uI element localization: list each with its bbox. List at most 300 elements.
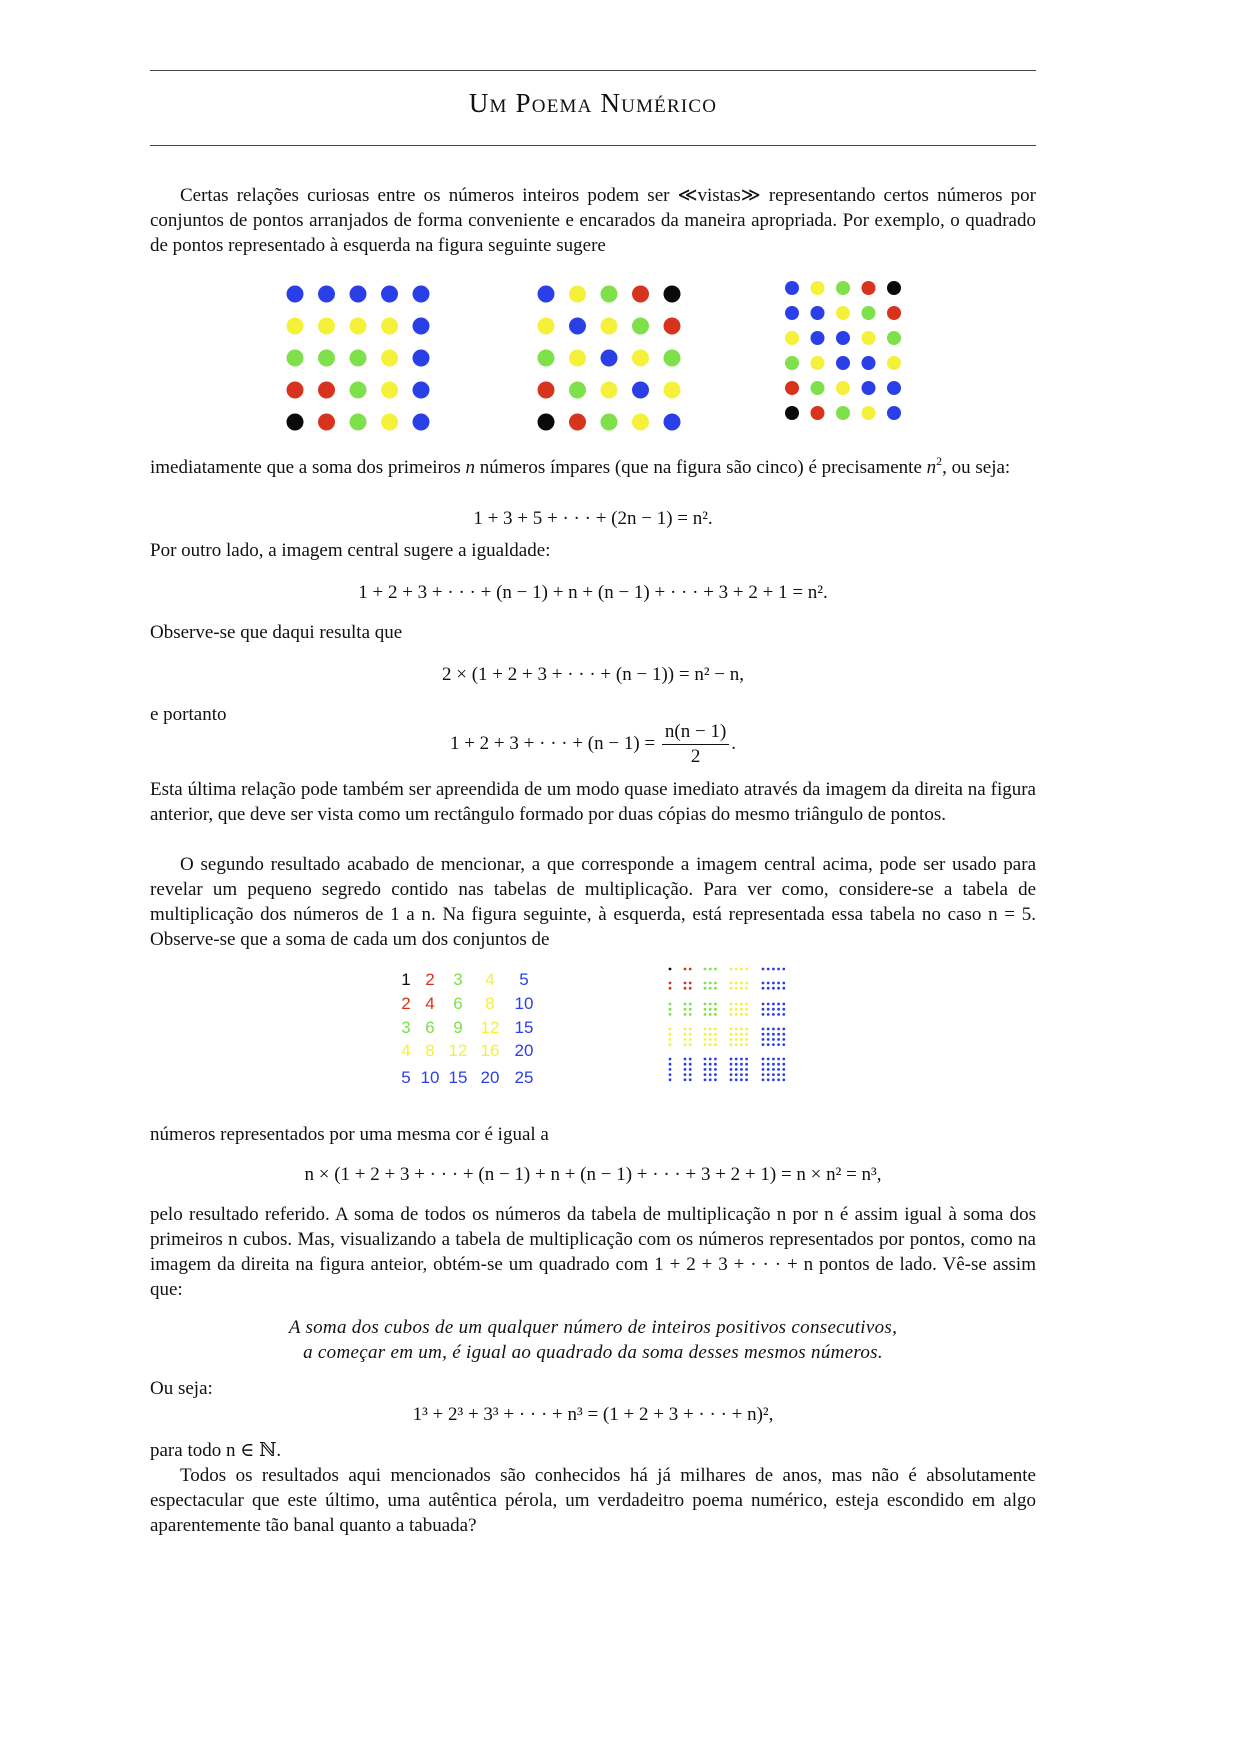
table-cell: 3 [401, 1018, 411, 1037]
equation-nicomachus: 1³ + 2³ + 3³ + · · · + n³ = (1 + 2 + 3 + · · · + n)², [412, 1404, 774, 1425]
table-dot [772, 987, 775, 990]
table-dot [745, 1068, 748, 1071]
table-dot [689, 1008, 692, 1011]
left-grid-dot [381, 286, 398, 303]
table-dot [767, 987, 770, 990]
right-grid-dot [887, 331, 901, 345]
table-dot [704, 982, 707, 985]
table-dot [772, 1008, 775, 1011]
table-dot [735, 1073, 738, 1076]
table-dot [689, 982, 692, 985]
table-dot [762, 1078, 765, 1081]
center-grid-dot [601, 350, 618, 367]
paragraph-same-color: números representados por uma mesma cor é igual a [150, 1124, 549, 1145]
table-cell: 4 [485, 970, 495, 989]
center-grid-dot [538, 414, 555, 431]
table-dot [762, 1028, 765, 1031]
table-cell: 6 [453, 994, 463, 1013]
table-dot [709, 1078, 712, 1081]
table-dot [704, 968, 707, 971]
center-grid-dot [601, 414, 618, 431]
table-dot [684, 1028, 687, 1031]
table-dot [704, 1038, 707, 1041]
table-cell: 1 [401, 970, 411, 989]
table-dot [777, 1043, 780, 1046]
right-grid-dot [836, 406, 850, 420]
table-dot [777, 982, 780, 985]
table-cell: 15 [514, 1018, 534, 1037]
table-dot [709, 1043, 712, 1046]
title-rule-top [150, 70, 1036, 71]
center-grid-dot [601, 382, 618, 399]
table-dot [735, 968, 738, 971]
table-dot [745, 987, 748, 990]
equation-central: 1 + 2 + 3 + · · · + (n − 1) + n + (n − 1) + · · · + 3 + 2 + 1 = n². [358, 582, 828, 603]
table-dot [735, 982, 738, 985]
left-grid-dot [381, 382, 398, 399]
table-dot [704, 1003, 707, 1006]
left-grid-dot [287, 414, 304, 431]
table-dot [740, 987, 743, 990]
table-dot [772, 1063, 775, 1066]
table-dot [740, 1038, 743, 1041]
left-grid-dot [381, 350, 398, 367]
center-grid-dot [569, 350, 586, 367]
table-cell: 12 [480, 1018, 500, 1037]
table-dot [740, 1013, 743, 1016]
table-dot [704, 1033, 707, 1036]
paragraph-central-image: Por outro lado, a imagem central sugere a igualdade: [150, 540, 551, 561]
table-dot [684, 1003, 687, 1006]
table-dot [777, 1078, 780, 1081]
table-cell: 12 [448, 1041, 468, 1060]
center-grid-dot [664, 414, 681, 431]
table-dot [684, 968, 687, 971]
table-dot [714, 1028, 717, 1031]
paragraph-for-all-n: para todo n ∈ ℕ. [150, 1440, 282, 1461]
table-dot [740, 1078, 743, 1081]
table-dot [714, 1068, 717, 1071]
table-dot [772, 1078, 775, 1081]
center-grid-dot [569, 414, 586, 431]
table-dot [709, 1003, 712, 1006]
table-dot [684, 982, 687, 985]
table-dot [704, 987, 707, 990]
table-dot [714, 1078, 717, 1081]
table-dot [709, 1038, 712, 1041]
right-grid-dot [785, 356, 799, 370]
table-dot [777, 1008, 780, 1011]
table-dot [762, 1068, 765, 1071]
table-dot [689, 1058, 692, 1061]
table-dot [669, 1078, 672, 1081]
table-dot [782, 1033, 785, 1036]
table-dot [740, 1058, 743, 1061]
right-grid-dot [811, 281, 825, 295]
table-dot [740, 1003, 743, 1006]
table-dot [767, 1003, 770, 1006]
paragraph-conclusion: Todos os resultados aqui mencionados são conhecidos há já milhares de anos, mas não é absolutamente espectacular que este último, uma autêntica pérola, um verdadeitro poema numérico, esteja escondido em algo aparentemente tão banal quanto a tabuada? [150, 1465, 1036, 1536]
table-dot [735, 1063, 738, 1066]
right-grid-dot [836, 356, 850, 370]
left-grid-dot [287, 286, 304, 303]
right-grid-dot [836, 306, 850, 320]
center-grid-dot [569, 318, 586, 335]
table-dot [704, 1013, 707, 1016]
table-cell: 4 [401, 1041, 411, 1060]
table-dot [782, 1043, 785, 1046]
right-grid-dot [836, 281, 850, 295]
table-dot [714, 1033, 717, 1036]
table-cell: 20 [514, 1041, 534, 1060]
table-cell: 8 [425, 1041, 435, 1060]
table-dot [735, 1043, 738, 1046]
table-dot [709, 1013, 712, 1016]
table-dot [777, 1063, 780, 1066]
table-dot [704, 1008, 707, 1011]
center-grid-dot [664, 286, 681, 303]
right-grid-dot [862, 281, 876, 295]
table-dot [767, 982, 770, 985]
table-dot [669, 1068, 672, 1071]
table-cell: 25 [514, 1068, 534, 1087]
quote-line-2: a começar em um, é igual ao quadrado da soma desses mesmos números. [303, 1342, 883, 1363]
table-dot [684, 1038, 687, 1041]
table-dot [782, 982, 785, 985]
table-dot [669, 1013, 672, 1016]
table-dot [767, 1063, 770, 1066]
table-dot [709, 1068, 712, 1071]
table-dot [730, 1003, 733, 1006]
table-dot [767, 1043, 770, 1046]
table-dot [767, 1013, 770, 1016]
table-dot [704, 1078, 707, 1081]
table-cell: 10 [514, 994, 534, 1013]
table-dot [730, 1013, 733, 1016]
table-dot [709, 1008, 712, 1011]
table-dot [745, 1038, 748, 1041]
table-dot [762, 1003, 765, 1006]
center-grid-dot [664, 382, 681, 399]
table-dot [772, 1073, 775, 1076]
left-grid-dot [350, 382, 367, 399]
table-dot [745, 1003, 748, 1006]
table-dot [689, 1028, 692, 1031]
table-dot [777, 1068, 780, 1071]
table-cell: 15 [448, 1068, 468, 1087]
table-dot [669, 1033, 672, 1036]
right-grid-dot [785, 406, 799, 420]
table-dot [704, 1073, 707, 1076]
table-dot [782, 1073, 785, 1076]
table-dot [777, 1058, 780, 1061]
table-dot [730, 1063, 733, 1066]
left-grid-dot [318, 286, 335, 303]
table-dot [772, 1068, 775, 1071]
table-dot [730, 982, 733, 985]
table-dot [767, 1058, 770, 1061]
table-dot [714, 1043, 717, 1046]
table-dot [772, 968, 775, 971]
table-dot [740, 1043, 743, 1046]
table-dot [745, 982, 748, 985]
table-cell: 8 [485, 994, 495, 1013]
center-grid-dot [569, 382, 586, 399]
table-dot [714, 1013, 717, 1016]
table-dot [684, 1013, 687, 1016]
table-dot [669, 1073, 672, 1076]
right-grid-dot [811, 306, 825, 320]
center-grid-dot [538, 382, 555, 399]
table-dot [782, 1063, 785, 1066]
right-grid-dot [811, 381, 825, 395]
table-dot [767, 1078, 770, 1081]
table-dot [735, 1003, 738, 1006]
left-grid-dot [350, 318, 367, 335]
right-grid-dot [862, 356, 876, 370]
left-grid-dot [413, 318, 430, 335]
table-dot [684, 1008, 687, 1011]
center-grid-dot [664, 350, 681, 367]
table-cell: 9 [453, 1018, 463, 1037]
left-grid-dot [350, 286, 367, 303]
center-grid-dot [632, 382, 649, 399]
table-dot [714, 1073, 717, 1076]
table-dot [762, 1008, 765, 1011]
table-dot [684, 1073, 687, 1076]
table-cell: 16 [480, 1041, 500, 1060]
table-dot [684, 1078, 687, 1081]
table-dot [730, 1068, 733, 1071]
table-dot [762, 1063, 765, 1066]
table-dot [767, 968, 770, 971]
center-grid-dot [538, 318, 555, 335]
table-dot [782, 1058, 785, 1061]
quote-line-1: A soma dos cubos de um qualquer número de inteiros positivos consecutivos, [288, 1317, 898, 1338]
center-grid-dot [632, 286, 649, 303]
table-dot [745, 968, 748, 971]
table-dot [777, 1028, 780, 1031]
table-dot [735, 1068, 738, 1071]
table-cell: 3 [453, 970, 463, 989]
table-dot [730, 1073, 733, 1076]
equation-triangular: 1 + 2 + 3 + · · · + (n − 1) = $\frac{n(n - 1)}{2}$ . [449, 721, 737, 767]
left-grid-dot [413, 382, 430, 399]
left-grid-dot [287, 318, 304, 335]
table-cell: 2 [401, 994, 411, 1013]
table-dot [767, 1038, 770, 1041]
right-grid-dot [811, 331, 825, 345]
table-dot [684, 1033, 687, 1036]
table-cell: 5 [519, 970, 529, 989]
table-dot [782, 1078, 785, 1081]
right-grid-dot [836, 331, 850, 345]
table-dot [704, 1028, 707, 1031]
table-dot [730, 987, 733, 990]
title-rule-bottom [150, 145, 1036, 146]
table-dot [782, 968, 785, 971]
table-dot [709, 1073, 712, 1076]
table-dot [740, 1063, 743, 1066]
right-grid-dot [887, 381, 901, 395]
left-grid-dot [287, 350, 304, 367]
table-dot [767, 1068, 770, 1071]
table-dot [782, 1013, 785, 1016]
table-dot [689, 1073, 692, 1076]
table-dot [782, 1028, 785, 1031]
table-dot [684, 987, 687, 990]
table-dot [709, 1033, 712, 1036]
table-dot [745, 1013, 748, 1016]
table-dot [762, 1043, 765, 1046]
center-grid-dot [601, 286, 618, 303]
table-dot [772, 1013, 775, 1016]
table-dot [735, 1038, 738, 1041]
right-grid-dot [785, 381, 799, 395]
table-dot [767, 1008, 770, 1011]
table-dot [730, 1058, 733, 1061]
table-dot [709, 1028, 712, 1031]
right-grid-dot [862, 406, 876, 420]
table-dot [745, 1063, 748, 1066]
table-dot [714, 1003, 717, 1006]
table-dot [777, 1033, 780, 1036]
right-grid-dot [887, 306, 901, 320]
right-grid-dot [862, 306, 876, 320]
table-dot [772, 1033, 775, 1036]
table-dot [689, 1068, 692, 1071]
left-grid-dot [318, 382, 335, 399]
table-dot [740, 1028, 743, 1031]
center-grid-dot [664, 318, 681, 335]
table-dot [772, 982, 775, 985]
table-dot [777, 968, 780, 971]
table-dot [745, 1073, 748, 1076]
table-dot [777, 1038, 780, 1041]
table-dot [745, 1058, 748, 1061]
table-dot [777, 1013, 780, 1016]
table-dot [772, 1058, 775, 1061]
table-dot [709, 1058, 712, 1061]
table-dot [740, 982, 743, 985]
table-dot [730, 968, 733, 971]
table-dot [740, 1008, 743, 1011]
center-grid-dot [601, 318, 618, 335]
table-dot [684, 1043, 687, 1046]
table-dot [745, 1028, 748, 1031]
paragraph-portanto: e portanto [150, 704, 227, 725]
right-grid-dot [785, 331, 799, 345]
table-cell: 10 [420, 1068, 440, 1087]
center-grid-dot [632, 414, 649, 431]
table-dot [772, 1043, 775, 1046]
equation-odd-sum: 1 + 3 + 5 + · · · + (2n − 1) = n². [473, 508, 713, 529]
equation-cube: n × (1 + 2 + 3 + · · · + (n − 1) + n + (n − 1) + · · · + 3 + 2 + 1) = n × n² = n³, [304, 1164, 882, 1185]
paragraph-observe: Observe-se que daqui resulta que [150, 622, 403, 643]
table-dot [735, 1033, 738, 1036]
table-dot [669, 1028, 672, 1031]
table-dot [669, 1008, 672, 1011]
table-dot [684, 1063, 687, 1066]
table-dot [745, 1043, 748, 1046]
table-dot [704, 1068, 707, 1071]
table-dot [745, 1033, 748, 1036]
table-dot [735, 1013, 738, 1016]
table-dot [704, 1063, 707, 1066]
left-grid-dot [413, 350, 430, 367]
table-dot [772, 1003, 775, 1006]
right-grid-dot [887, 356, 901, 370]
table-cell: 2 [425, 970, 435, 989]
table-dot [745, 1078, 748, 1081]
table-dot [782, 1068, 785, 1071]
table-dot [714, 1063, 717, 1066]
right-grid-dot [887, 406, 901, 420]
left-grid-dot [287, 382, 304, 399]
right-grid-dot [862, 331, 876, 345]
table-dot [669, 987, 672, 990]
left-grid-dot [381, 318, 398, 335]
table-dot [714, 968, 717, 971]
table-dot [735, 1008, 738, 1011]
table-dot [709, 1063, 712, 1066]
table-dot [782, 987, 785, 990]
table-dot [772, 1038, 775, 1041]
table-dot [714, 1038, 717, 1041]
right-grid-dot [887, 281, 901, 295]
left-grid-dot [318, 318, 335, 335]
table-dot [689, 1013, 692, 1016]
table-dot [740, 1073, 743, 1076]
right-grid-dot [785, 306, 799, 320]
table-dot [669, 1043, 672, 1046]
table-dot [730, 1043, 733, 1046]
table-cell: 20 [480, 1068, 500, 1087]
table-dot [689, 1033, 692, 1036]
table-dot [735, 1078, 738, 1081]
paragraph-multiplication: O segundo resultado acabado de mencionar, a que corresponde a imagem central acima, pode ser usado para revelar um pequeno segredo contido nas tabelas de multiplicação. Para ver como, considere-se a tabela de multiplicação dos números de 1 a n. Na figura seguinte, à esquerda, está representada essa tabela no caso n = 5. Observe-se que a soma de cada um dos conjuntos de [150, 854, 1036, 950]
figure-dot-grids [0, 270, 1241, 440]
table-dot [689, 968, 692, 971]
table-dot [762, 1073, 765, 1076]
table-dot [709, 987, 712, 990]
right-grid-dot [785, 281, 799, 295]
figure-multiplication-table [0, 965, 1241, 1095]
table-dot [740, 1033, 743, 1036]
table-dot [669, 968, 672, 971]
table-dot [767, 1028, 770, 1031]
center-grid-dot [538, 350, 555, 367]
table-dot [684, 1058, 687, 1061]
table-dot [762, 1038, 765, 1041]
table-cell: 6 [425, 1018, 435, 1037]
table-dot [762, 987, 765, 990]
table-dot [704, 1058, 707, 1061]
table-dot [762, 1013, 765, 1016]
paragraph-intro: Certas relações curiosas entre os números inteiros podem ser ≪vistas≫ representando certos números por conjuntos de pontos arranjados de forma conveniente e encarados da maneira apropriada. Por exemplo, o quadrado de pontos representado à esquerda na figura seguinte sugere [150, 185, 1036, 256]
center-grid-dot [538, 286, 555, 303]
table-dot [689, 1038, 692, 1041]
center-grid-dot [632, 318, 649, 335]
table-dot [714, 1008, 717, 1011]
table-dot [777, 1073, 780, 1076]
table-dot [689, 1043, 692, 1046]
table-dot [714, 1058, 717, 1061]
table-dot [730, 1033, 733, 1036]
table-dot [714, 982, 717, 985]
left-grid-dot [350, 414, 367, 431]
left-grid-dot [318, 350, 335, 367]
